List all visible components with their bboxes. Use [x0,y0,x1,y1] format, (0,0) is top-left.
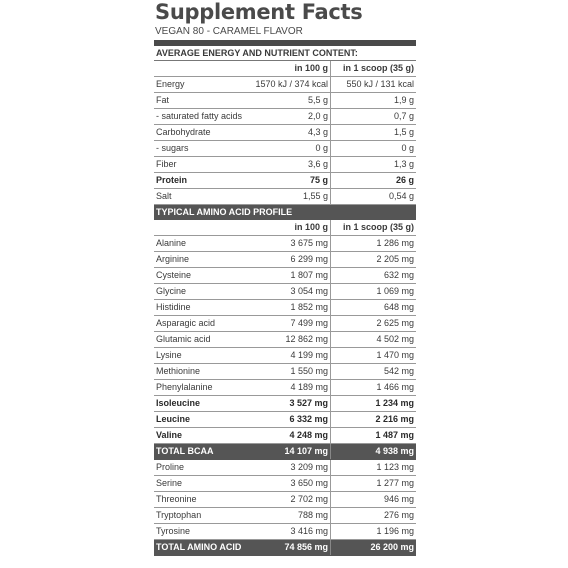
cell-name: TOTAL AMINO ACID [154,540,250,556]
amino-row [154,412,416,428]
cell-per-100g: 0 g [250,141,331,157]
cell-name: Proline [154,460,250,476]
nutrient-row [154,157,416,173]
amino-table-header [154,220,416,236]
cell-name: Energy [154,77,250,93]
cell-per-100g: 2 702 mg [250,492,331,508]
amino-row [154,348,416,364]
header-blank [154,220,250,236]
amino-row [154,396,416,412]
cell-per-100g: 75 g [250,173,331,189]
cell-per-100g: 3,6 g [250,157,331,173]
cell-name: Threonine [154,492,250,508]
amino-section-heading: TYPICAL AMINO ACID PROFILE [154,205,416,220]
amino-row [154,492,416,508]
cell-per-scoop: 4 938 mg [331,444,417,460]
header-blank [154,61,250,77]
cell-per-scoop: 946 mg [331,492,417,508]
nutrient-row [154,125,416,141]
cell-per-100g: 7 499 mg [250,316,331,332]
cell-per-scoop: 542 mg [331,364,417,380]
cell-name: Valine [154,428,250,444]
cell-name: Phenylalanine [154,380,250,396]
amino-acid-table [154,220,416,556]
total-amino-acid-row [154,540,416,556]
nutrient-table-header [154,61,416,77]
amino-row [154,508,416,524]
cell-per-scoop: 648 mg [331,300,417,316]
cell-name: TOTAL BCAA [154,444,250,460]
cell-name: Protein [154,173,250,189]
nutrient-section-heading: AVERAGE ENERGY AND NUTRIENT CONTENT: [154,46,416,61]
cell-per-scoop: 2 625 mg [331,316,417,332]
header-per-scoop: in 1 scoop (35 g) [331,220,417,236]
cell-per-scoop: 1 466 mg [331,380,417,396]
amino-row [154,460,416,476]
nutrient-row [154,77,416,93]
cell-per-100g: 74 856 mg [250,540,331,556]
cell-name: Alanine [154,236,250,252]
cell-per-100g: 3 527 mg [250,396,331,412]
cell-per-100g: 3 416 mg [250,524,331,540]
cell-per-scoop: 276 mg [331,508,417,524]
cell-per-scoop: 1 123 mg [331,460,417,476]
cell-per-100g: 6 299 mg [250,252,331,268]
cell-per-100g: 12 862 mg [250,332,331,348]
cell-name: Tryptophan [154,508,250,524]
total-bcaa-row [154,444,416,460]
cell-name: Methionine [154,364,250,380]
cell-per-scoop: 1 470 mg [331,348,417,364]
amino-row [154,380,416,396]
nutrient-row [154,141,416,157]
cell-per-scoop: 1,9 g [331,93,417,109]
header-per-scoop: in 1 scoop (35 g) [331,61,417,77]
cell-per-scoop: 26 200 mg [331,540,417,556]
cell-per-scoop: 1 286 mg [331,236,417,252]
cell-per-100g: 14 107 mg [250,444,331,460]
cell-name: - saturated fatty acids [154,109,250,125]
amino-row [154,524,416,540]
cell-per-100g: 4,3 g [250,125,331,141]
nutrient-row [154,189,416,205]
amino-row [154,236,416,252]
cell-per-scoop: 1 069 mg [331,284,417,300]
cell-per-100g: 6 332 mg [250,412,331,428]
amino-row [154,364,416,380]
header-per-100g: in 100 g [250,61,331,77]
header-per-100g: in 100 g [250,220,331,236]
cell-per-scoop: 1,5 g [331,125,417,141]
cell-name: Salt [154,189,250,205]
cell-per-100g: 1570 kJ / 374 kcal [250,77,331,93]
cell-per-100g: 4 248 mg [250,428,331,444]
cell-per-100g: 5,5 g [250,93,331,109]
amino-row [154,316,416,332]
nutrient-row [154,93,416,109]
cell-per-100g: 3 054 mg [250,284,331,300]
cell-per-scoop: 26 g [331,173,417,189]
cell-name: Histidine [154,300,250,316]
cell-per-scoop: 550 kJ / 131 kcal [331,77,417,93]
cell-per-scoop: 2 216 mg [331,412,417,428]
amino-row [154,284,416,300]
cell-per-scoop: 1 234 mg [331,396,417,412]
cell-per-scoop: 0,54 g [331,189,417,205]
nutrient-row [154,173,416,189]
cell-per-100g: 1 807 mg [250,268,331,284]
cell-name: Asparagic acid [154,316,250,332]
cell-name: Tyrosine [154,524,250,540]
cell-name: - sugars [154,141,250,157]
cell-per-scoop: 1 487 mg [331,428,417,444]
product-subtitle: VEGAN 80 - CARAMEL FLAVOR [155,26,303,37]
amino-row [154,428,416,444]
cell-per-100g: 3 209 mg [250,460,331,476]
cell-per-100g: 1 550 mg [250,364,331,380]
cell-name: Carbohydrate [154,125,250,141]
amino-row [154,252,416,268]
cell-per-scoop: 0 g [331,141,417,157]
cell-per-scoop: 2 205 mg [331,252,417,268]
cell-per-scoop: 0,7 g [331,109,417,125]
cell-per-scoop: 1 196 mg [331,524,417,540]
cell-per-100g: 2,0 g [250,109,331,125]
cell-name: Serine [154,476,250,492]
amino-row [154,476,416,492]
cell-per-scoop: 632 mg [331,268,417,284]
amino-row [154,332,416,348]
cell-name: Fat [154,93,250,109]
cell-per-100g: 1 852 mg [250,300,331,316]
cell-per-100g: 4 199 mg [250,348,331,364]
amino-row [154,268,416,284]
cell-name: Glycine [154,284,250,300]
cell-per-100g: 1,55 g [250,189,331,205]
cell-name: Fiber [154,157,250,173]
cell-per-scoop: 1 277 mg [331,476,417,492]
amino-row [154,300,416,316]
cell-per-100g: 3 675 mg [250,236,331,252]
cell-name: Cysteine [154,268,250,284]
cell-per-100g: 788 mg [250,508,331,524]
cell-name: Isoleucine [154,396,250,412]
cell-per-scoop: 1,3 g [331,157,417,173]
cell-name: Leucine [154,412,250,428]
cell-name: Glutamic acid [154,332,250,348]
label-title: Supplement Facts [155,0,363,24]
cell-per-100g: 3 650 mg [250,476,331,492]
supplement-facts-label [154,0,416,556]
cell-per-scoop: 4 502 mg [331,332,417,348]
cell-name: Arginine [154,252,250,268]
cell-per-100g: 4 189 mg [250,380,331,396]
cell-name: Lysine [154,348,250,364]
nutrient-table [154,61,416,205]
nutrient-row [154,109,416,125]
